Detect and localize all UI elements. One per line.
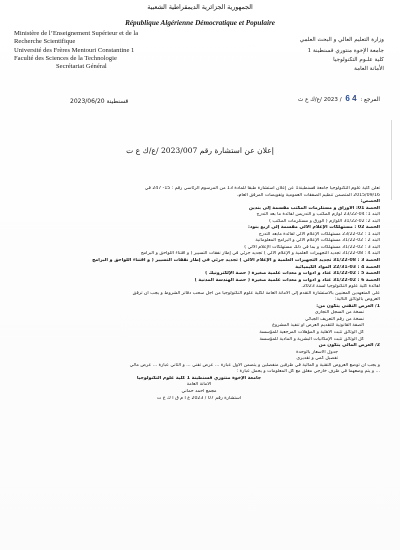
reference-number: 4 6: [345, 94, 357, 103]
lot-item: الحصة 01: الأوراق و مستلزمات المكتب مقسمة إلى بندين: [248, 205, 380, 211]
reference-line: [298, 94, 380, 103]
university-name: Université des Frères Mentouri Constantine 1: [14, 46, 135, 54]
technical-offer-heading: 1/ العرض التقني يتكون من:: [316, 303, 380, 309]
envelope-line: مجمع احمد حماني: [181, 388, 217, 394]
envelope-line: الأمانة العامة: [186, 382, 212, 388]
required-document: كل الوثائق تثبت الإمكانيات البشرية و المادية للمؤسسة: [259, 336, 364, 342]
lot-item: الحصة 4 : 03-22/31 المواد الكيميائية: [295, 264, 380, 270]
arabic-institution-block: [199, 36, 384, 74]
scan-edge-mark: [391, 120, 392, 200]
body-paragraph: لفائدة كلية علوم التكنولوجيا لسنة 2023.: [301, 284, 380, 290]
required-document: الصفة القانونية للتقديم العرض أو تنفيذ المشروع: [272, 323, 364, 329]
body-paragraph: العروض بالوثائق التالية:: [334, 297, 380, 303]
french-institution-block: [14, 30, 179, 71]
lot-item: الحصة 6 : 02-31/22 عتاد و أدوات و معدات علمية صغيرة ( حصة الهندسة المدنية ): [194, 277, 380, 283]
reference-suffix: / 2023 /ع/ك ع ت: [298, 97, 342, 103]
envelope-line: جامعة الإخوة منتوري قسنطينة 1 كلية علوم التكنولوجيا: [136, 375, 262, 381]
required-document: نسخة من رقم التعريف الجبائي: [304, 316, 364, 322]
required-document: كل الوثائق تثبت الأهلية و المؤهلات المرجعية للمؤسسة: [259, 330, 364, 336]
lot-subitem: البند 2 : 02-31/22 مستهلكات الإعلام الآلي و البرامج المعلوماتية: [255, 238, 380, 244]
lot-subitem: البند 2: 02-31/22 اللوازم ( الورق و مستلزمات المكتب ): [269, 218, 380, 224]
lot-item: الحصة 5 : 02-31/22 عتاد و أدوات و معدات علمية صغيرة ( حصة الإلكترونيك ): [205, 271, 380, 277]
announcement-body: [18, 186, 380, 402]
announcement-title: إعلان عن استشارة رقم 2023/007 /ع/ك ع ت: [126, 146, 274, 155]
lot-subitem: البند 3 : 02-31/22 مستهلكات و بما في ذلك مستهلكات الإعلام الآلي ): [244, 244, 380, 250]
ministry-line-2: Recherche Scientifique: [14, 38, 76, 46]
secretariat-arabic: الأمانة العامة: [354, 66, 384, 72]
body-paragraph: على المتعهدين المعنيين بالاستشارة التقدم إلى الأمانة العامة لكلية علوم التكنولوجيا من أجل سحب دفاتر الشروط و يجب أن ترفق: [132, 290, 380, 296]
financial-offer-heading: 2/ العرض المالي يتكون من: [318, 343, 380, 349]
required-document: نسخة من السجل التجاري: [314, 310, 364, 316]
university-arabic: جامعة الإخوة منتوري قسنطينة 1: [307, 48, 384, 54]
lot-subitem: البند 4 : 08-31/22 تجديد التجهيزات العلمية و الإعلام الآلي ) تجديد جزئي في إطار نفقات التسيير ( و اقتناء اللواحق و البرامج: [140, 251, 380, 257]
lot-item: الحصة 02 : مستهلكات الإعلام الآلي مقسمة إلى أربع بنود:: [248, 225, 380, 231]
required-document: جدول الأسعار بالوحدة: [296, 349, 338, 355]
lot-item: الحصة 3 : 08-31/22 تجديد التجهيزات العلمية و الإعلام الآلي ) تجديد جزئي في إطار نفقات التسيير ( و اقتناء اللواحق و البرامج: [92, 258, 380, 264]
body-paragraph: 2015/09/16 المتضمن تنظيم الصفقات العمومية وتفويضات المرفق العام،: [237, 192, 380, 198]
faculty-arabic: كلية علـوم التكنولوجيا: [333, 57, 384, 63]
lot-subitem: البند 1: 04-23/22 لوازم المكتب و التدريس لفائدة ما بعد التدرج: [256, 212, 380, 218]
secretariat-general: Secrétariat Général: [56, 63, 107, 71]
ministry-arabic: وزارة التعليم العالي و البحث العلمي: [299, 37, 384, 43]
reference-prefix: المرجع :: [360, 97, 380, 103]
body-paragraph: تعلن كلية علوم التكنولوجيا جامعة قسنطينة1 عن إعلان استشارة طبقا للمادة 13 من المرسوم الرئاسي رقم : 15- 247 في: [144, 186, 380, 191]
body-paragraph: ... و يتم وضعهما في ظرف خارجي مغلق مع كل المعلومات و يحمل عبارة :: [236, 369, 380, 375]
republic-title-french: République Algérienne Démocratique et Populaire: [125, 19, 275, 27]
republic-title-arabic: الجمهورية الجزائرية الديمقراطية الشعبية: [147, 4, 253, 11]
body-paragraph: و يجب أن توضع العروض التقنية و المالية في ظرفين منفصلين و يتضمن الأول عبارة ... عرض تقني ... و الثاني عبارة ... عرض مالي: [129, 362, 380, 368]
faculty-name: Faculté des Sciences de la Technologie: [14, 54, 117, 62]
envelope-line: استشارة رقم 07 / 2023 ع ا م ق ا ك ع ت: [156, 395, 242, 401]
ministry-line-1: Ministère de l’Enseignement Supérieur et de la: [14, 30, 139, 37]
required-document: تفصيل كمي و تقديري: [296, 356, 338, 362]
lot-subitem: البند 1 : 02-23/22 مستهلكات الإعلام الآلي لفائدة مابعد التدرج: [258, 231, 380, 237]
lots-heading: الحصص:: [360, 199, 380, 205]
document-date: 2023/06/20 قسنطينة: [70, 98, 129, 105]
